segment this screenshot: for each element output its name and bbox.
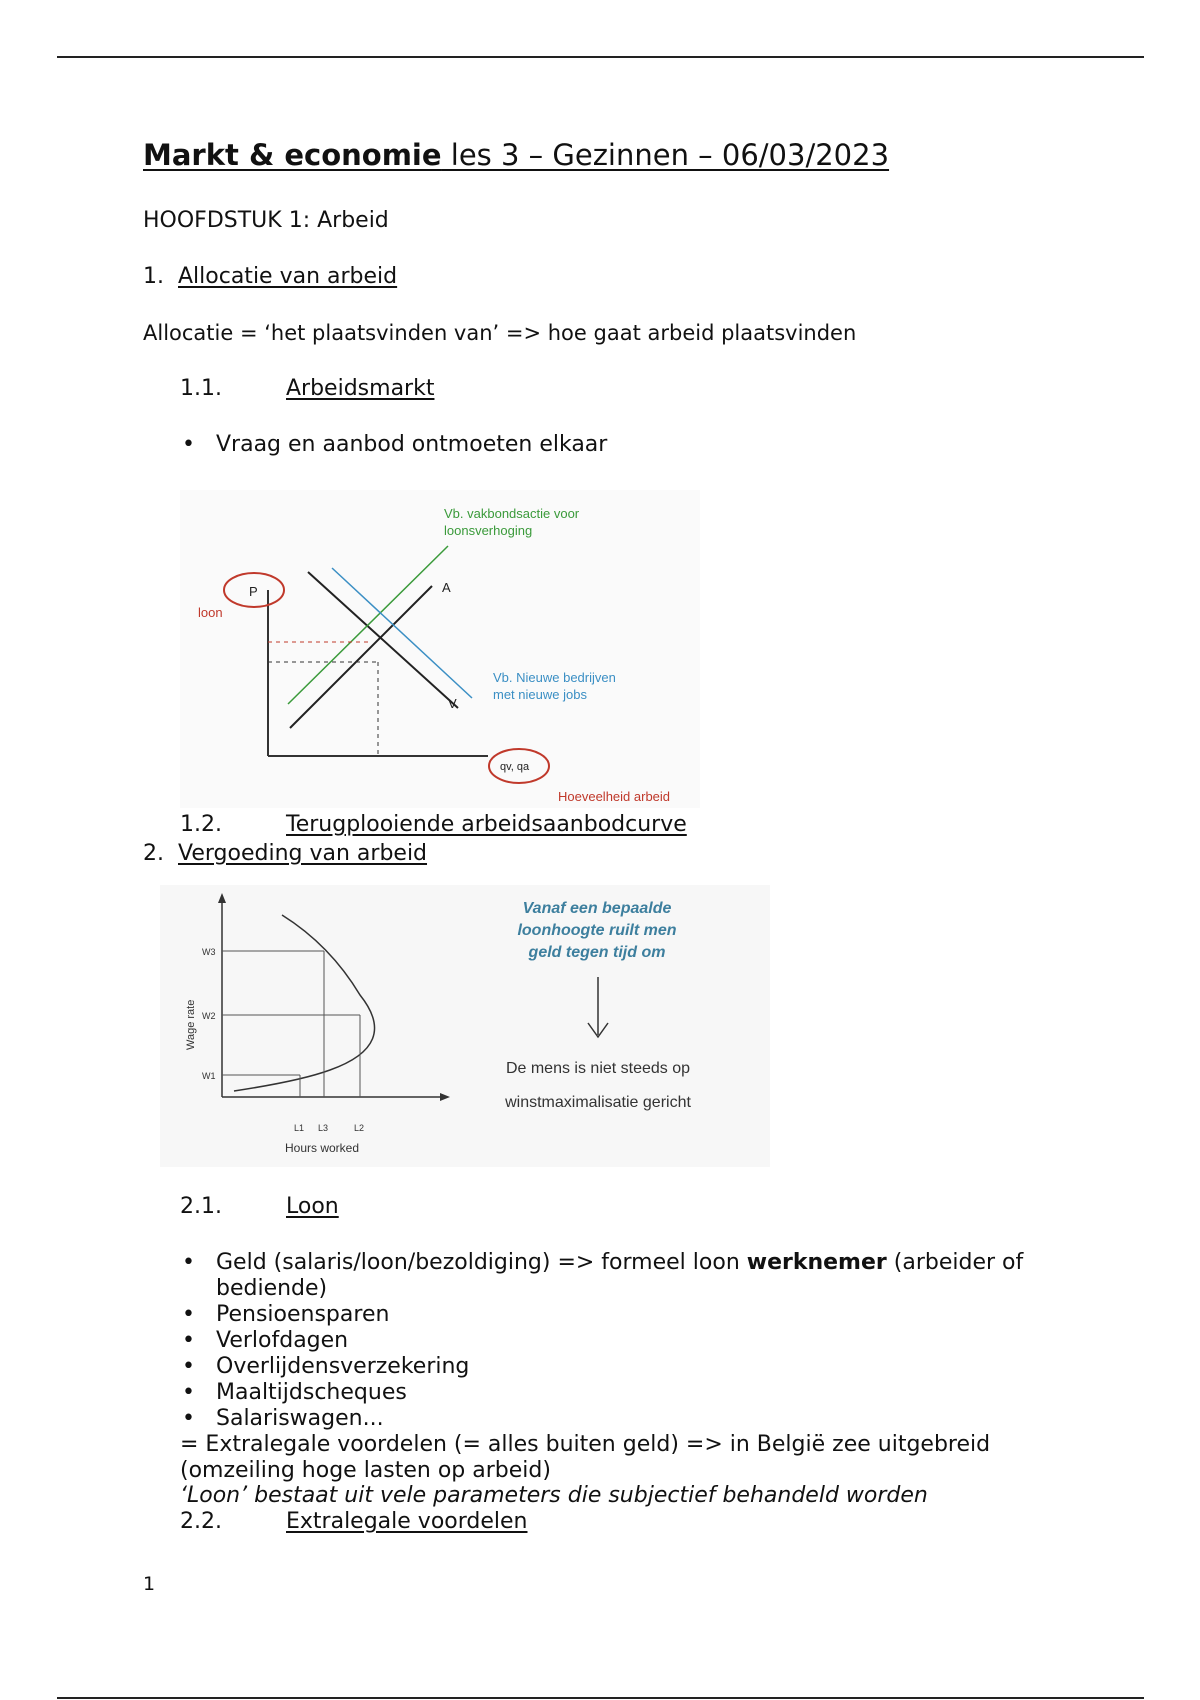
price-label: P xyxy=(249,584,258,599)
list-item: • Geld (salaris/loon/bezoldiging) => formeel loon werknemer (arbeider of xyxy=(216,1250,1023,1275)
quantity-caption: Hoeveelheid arbeid xyxy=(558,789,671,804)
section-2-heading: 2. Vergoeding van arbeid xyxy=(143,841,428,866)
blue-note: Vb. Nieuwe bedrijven xyxy=(493,670,616,685)
conclusion-line: De mens is niet steeds op xyxy=(505,1060,691,1077)
allocation-definition: Allocatie = ‘het plaatsvinden van’ => hoe gaat arbeid plaatsvinden xyxy=(143,321,857,345)
page-title: Markt & economie les 3 – Gezinnen – 06/03/2023 xyxy=(143,138,890,172)
curve-a-label: A xyxy=(442,580,451,595)
note-line: loonhoogte ruilt men xyxy=(517,922,677,939)
list-item: • Overlijdensverzekering xyxy=(216,1354,469,1379)
extralegal-text: (omzeiling hoge lasten op arbeid) xyxy=(180,1458,551,1483)
list-item: • Vraag en aanbod ontmoeten elkaar xyxy=(216,432,607,457)
list-item: • Maaltijdscheques xyxy=(216,1380,407,1405)
y-axis-label: Wage rate xyxy=(185,999,197,1050)
list-item: • Salariswagen... xyxy=(216,1406,384,1431)
top-rule xyxy=(57,56,1144,58)
section-1-1-heading: 1.1. Arbeidsmarkt xyxy=(180,376,435,401)
green-note: loonsverhoging xyxy=(444,523,533,538)
chapter-heading: HOOFDSTUK 1: Arbeid xyxy=(143,208,389,233)
section-2-1-heading: 2.1. Loon xyxy=(180,1194,339,1219)
list-item: • Verlofdagen xyxy=(216,1328,348,1353)
x-tick: L3 xyxy=(318,1123,329,1133)
section-1-heading: 1. Allocatie van arbeid xyxy=(143,264,398,289)
x-axis-label: Hours worked xyxy=(285,1141,360,1155)
extralegal-text: = Extralegale voordelen (= alles buiten geld) => in België zee uitgebreid xyxy=(180,1432,991,1457)
quantity-label: qv, qa xyxy=(500,761,530,773)
backward-bending-figure xyxy=(160,885,770,1167)
note-line: geld tegen tijd om xyxy=(528,944,666,961)
note-line: Vanaf een bepaalde xyxy=(522,900,672,917)
y-tick: W2 xyxy=(202,1011,216,1021)
list-item: • Pensioensparen xyxy=(216,1302,389,1327)
curve-v-label: V xyxy=(448,696,457,711)
y-tick: W3 xyxy=(202,947,216,957)
wage-label: loon xyxy=(198,605,223,620)
y-tick: W1 xyxy=(202,1071,216,1081)
conclusion-line: winstmaximalisatie gericht xyxy=(505,1094,691,1111)
green-note: Vb. vakbondsactie voor xyxy=(444,506,580,521)
blue-note: met nieuwe jobs xyxy=(493,687,587,702)
italic-note: ‘Loon’ bestaat uit vele parameters die subjectief behandeld worden xyxy=(180,1483,928,1508)
section-1-2-heading: 1.2. Terugplooiende arbeidsaanbodcurve xyxy=(180,812,687,837)
list-item-continuation: bediende) xyxy=(216,1276,328,1301)
x-tick: L2 xyxy=(354,1123,365,1133)
bottom-rule xyxy=(57,1697,1144,1699)
labour-market-figure xyxy=(180,490,700,808)
section-2-2-heading: 2.2. Extralegale voordelen xyxy=(180,1509,528,1534)
page-number: 1 xyxy=(143,1573,156,1595)
x-tick: L1 xyxy=(294,1123,305,1133)
